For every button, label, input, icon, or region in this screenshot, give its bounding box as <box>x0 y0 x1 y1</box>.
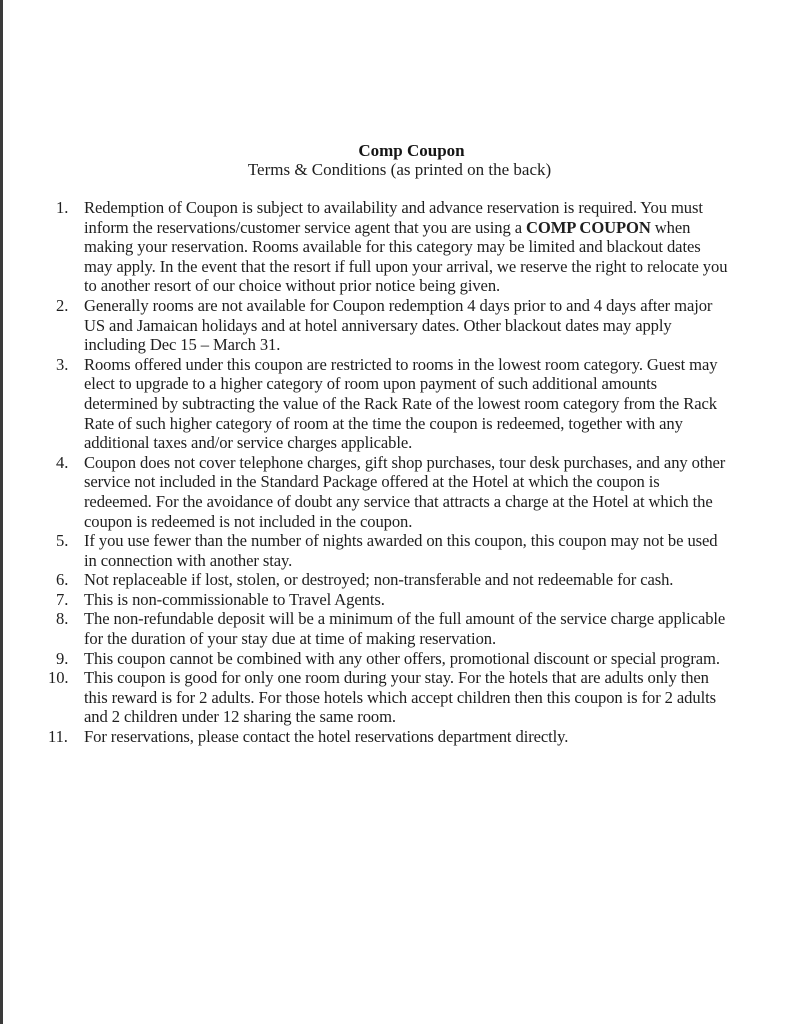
term-item-7 <box>48 590 728 610</box>
term-item-6 <box>48 570 728 590</box>
term-text: If you use fewer than the number of nights awarded on this coupon, this coupon may not be used in connection with another stay. <box>84 531 718 570</box>
document-title: Comp Coupon <box>358 141 465 160</box>
term-number: 8. <box>56 609 69 629</box>
term-number: 11. <box>48 727 68 747</box>
term-text: The non-refundable deposit will be a minimum of the full amount of the service charge applicable for the duration of your stay due at time of making reservation. <box>84 609 726 649</box>
term-item-11 <box>48 727 728 747</box>
term-item-3 <box>48 355 728 453</box>
term-number: 1. <box>56 198 69 217</box>
term-number: 9. <box>56 648 69 668</box>
term-text: Rooms offered under this coupon are restricted to rooms in the lowest room category. Guest may elect to upgrade to a higher category of room upon payment of such additional amounts determined by subtracting the value of the Rack Rate of the lowest room category from the Rack Rate of such higher category of room at the time the coupon is redeemed, together with any additional taxes and/or service charges applicable. <box>84 354 718 453</box>
term-number: 2. <box>56 295 69 315</box>
term-text: Not replaceable if lost, stolen, or destroyed; non-transferable and not redeemable for cash. <box>84 570 674 590</box>
term-item-2 <box>48 296 728 355</box>
document-subtitle: Terms & Conditions (as printed on the back) <box>247 160 552 179</box>
term-text: This coupon cannot be combined with any other offers, promotional discount or special program. <box>84 648 720 668</box>
term-text: Generally rooms are not available for Coupon redemption 4 days prior to and 4 days after major US and Jamaican holidays and at hotel anniversary dates. Other blackout dates may apply including Dec 15 – March 31. <box>84 295 713 355</box>
term-number: 5. <box>56 531 69 551</box>
term-text-emphasis: COMP COUPON <box>526 217 651 237</box>
term-item-8 <box>48 609 728 648</box>
term-text: Coupon does not cover telephone charges, gift shop purchases, tour desk purchases, and any other service not included in the Standard Package offered at the Hotel at which the coupon is redeemed. For the avoidance of doubt any service that attracts a charge at the Hotel at which the coupon is redeemed is not included in the coupon. <box>84 452 726 531</box>
term-number: 4. <box>56 452 69 472</box>
terms-list <box>48 198 728 747</box>
term-number: 6. <box>56 570 69 590</box>
term-text: This coupon is good for only one room during your stay. For the hotels that are adults only then this reward is for 2 adults. For those hotels which accept children then this coupon is for 2 adults and 2 children under 12 sharing the same room. <box>84 668 716 727</box>
term-number: 7. <box>56 589 69 609</box>
term-item-1 <box>48 198 728 296</box>
term-item-5 <box>48 531 728 570</box>
term-text: For reservations, please contact the hotel reservations department directly. <box>84 727 569 747</box>
term-text <box>84 198 728 296</box>
term-item-4 <box>48 453 728 531</box>
term-number: 10. <box>48 668 69 688</box>
term-item-10 <box>48 668 728 727</box>
term-number: 3. <box>56 354 69 374</box>
term-item-9 <box>48 649 728 669</box>
term-text-part: Redemption of Coupon is subject to availability and advance reservation is required. You must inform the reservations/customer service agent that you are using a <box>84 198 703 237</box>
term-text-part: when making your reservation. Rooms available for this category may be limited and blackout dates may apply. In the event that the resort if full upon your arrival, we reserve the right to relocate you to another resort of our choice without prior notice being given. <box>84 217 728 296</box>
term-text: This is non-commissionable to Travel Agents. <box>84 589 385 609</box>
